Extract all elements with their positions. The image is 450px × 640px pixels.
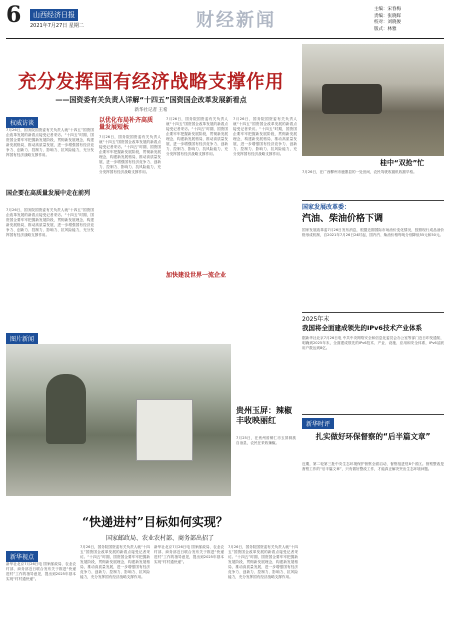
editor-credits <box>374 7 444 33</box>
photo-caption-text: 7月26日，在广西柳州市鹿寨县的一处田间，农民驾驶收割机收割早稻。 <box>302 170 417 174</box>
story-text: 国家发展改革委7月26日发布消息，根据近期国际市场油价变化情况，按照现行成品油价格形成机制，自2021年7月26日24时起，国内汽、柴油价格每吨分别降低55元和50元。 <box>302 228 444 237</box>
editor-line: 主编：宋春梅 <box>374 7 401 12</box>
editor-line: 责编：张晓晖 <box>374 13 401 19</box>
lead-subhead: ——国资委有关负责人详解“十四五”国资国企改革发展新看点 <box>55 96 247 104</box>
express-text: 新华社北京7月26日电 国家邮政局、农业农村部、商务部近日联合发布关于推进“快递进村”工作的指导意见，提出到2025年基本实现“村村通快递”。 <box>154 545 224 564</box>
divider <box>302 200 444 201</box>
divider <box>302 312 444 313</box>
lead-byline: 新华社记者 王希 <box>134 108 168 113</box>
story-text: 据新华社北京7月26日电 中共中央网络安全和信息化委员会办公室等部门近日印发通知，明确到2025年末，全面建成领先的IPv6技术、产业、设施、应用和安全体系，IPv6活跃用户数达到8亿。 <box>302 336 444 350</box>
editor-line: 校对：刘晓俊 <box>374 20 401 25</box>
story-title: 我国将全面建成领先的IPv6技术产业体系 <box>302 324 422 332</box>
pepper-harvest-photo <box>6 344 231 496</box>
photo-caption-text: 7月25日，在贵州省铜仁市玉屏侗族自治县，农民在采收辣椒。 <box>236 436 296 445</box>
story-kicker: 2025年末 <box>302 316 330 323</box>
column-text: 7月26日，国务院国资委有关负责人就“十四五”国资国企改革发展的新看点接受记者采访。“十四五”时期，国资国企要牢牢把握新发展阶段，贯彻新发展理念，构建新发展格局，推动高质量发展，进一步增强国有经济竞争力、创新力、控制力、影响力、抗风险能力，充分发挥国有经济战略支撑作用。 <box>166 117 228 156</box>
policy-label: 国家发展改革委： <box>302 204 351 211</box>
subsection-title: 以优化布局补齐高质量发展短板 <box>99 117 154 131</box>
farmer-shape <box>46 374 86 444</box>
column-text: 7月26日，国务院国资委有关负责人就“十四五”国资国企改革发展的新看点接受记者采访。“十四五”时期，国资国企要牢牢把握新发展阶段，贯彻新发展理念，构建新发展格局，推动高质量发展，进一步增强国有经济竞争力、创新力、控制力、影响力、抗风险能力，充分发挥国有经济战略支撑作用。 <box>6 208 94 237</box>
issue-date: 2021年7月27日 星期二 <box>30 23 84 29</box>
express-text: 7月26日，国务院国资委有关负责人就“十四五”国资国企改革发展的新看点接受记者采访。“十四五”时期，国资国企要牢牢把握新发展阶段，贯彻新发展理念，构建新发展格局，推动高质量发展，进一步增强国有经济竞争力、创新力、控制力、影响力、抗风险能力，充分发挥国有经济战略支撑作用。 <box>228 545 298 579</box>
review-text: 近期，第二轮第三批中央生态环境保护督察全面启动，督察组进驻8个省区。督察整改是督察工作的“后半篇文章”，只有做好整改工作，才能真正解决突出生态环境问题。 <box>302 462 444 471</box>
picture-news-tag: 图片新闻 <box>6 333 38 344</box>
harvester-shape <box>322 84 382 114</box>
xinhua-review-tag: 新华时评 <box>302 418 334 429</box>
paper-name: 山西经济日报 <box>30 9 78 21</box>
photo-caption-title: 桂中“双抢”忙 <box>380 159 425 167</box>
review-title: 扎实做好环保督察的“后半篇文章” <box>315 432 431 441</box>
section-title: 财经新闻 <box>196 10 276 31</box>
column-text: 7月26日，国务院国资委有关负责人就“十四五”国资国企改革发展的新看点接受记者采访。“十四五”时期，国资国企要牢牢把握新发展阶段，贯彻新发展理念，构建新发展格局，推动高质量发展，进一步增强国有经济竞争力、创新力、控制力、影响力、抗风险能力，充分发挥国有经济战略支撑作用。 <box>99 135 161 174</box>
photo-caption-title: 贵州玉屏：辣椒丰收映丽红 <box>236 406 292 425</box>
express-headline: “快递进村”目标如何实现？ <box>82 515 228 529</box>
express-subtitle: 国家邮政局、农业农村部、商务部出招了 <box>105 535 214 542</box>
editor-line: 版式：林雅 <box>374 26 397 32</box>
column-text: 7月26日，国务院国资委有关负责人就“十四五”国资国企改革发展的新看点接受记者采访。“十四五”时期，国资国企要牢牢把握新发展阶段，贯彻新发展理念，构建新发展格局，推动高质量发展，进一步增强国有经济竞争力、创新力、控制力、影响力、抗风险能力，充分发挥国有经济战略支撑作用。 <box>233 117 297 156</box>
express-text: 新华社北京7月26日电 国家邮政局、农业农村部、商务部近日联合发布关于推进“快递进村”工作的指导意见，提出到2025年基本实现“村村通快递”。 <box>6 562 76 581</box>
crate-shape <box>136 399 193 461</box>
harvest-photo <box>302 44 444 156</box>
subsection-title: 加快建设世界一流企业 <box>166 272 227 279</box>
lead-headline: 充分发挥国有经济战略支撑作用 <box>17 72 284 93</box>
express-text: 7月26日，国务院国资委有关负责人就“十四五”国资国企改革发展的新看点接受记者采访。“十四五”时期，国资国企要牢牢把握新发展阶段，贯彻新发展理念，构建新发展格局，推动高质量发展，进一步增强国有经济竞争力、创新力、控制力、影响力、抗风险能力，充分发挥国有经济战略支撑作用。 <box>80 545 150 579</box>
divider <box>302 414 444 415</box>
subsection-title: 国企要在高质量发展中走在前列 <box>6 190 91 197</box>
xinhua-focus-tag: 新华视点 <box>6 551 38 562</box>
lead-intro-text: 7月26日，国务院国资委有关负责人就“十四五”国资国企改革发展的新看点接受记者采访。“十四五”时期，国资国企要牢牢把握新发展阶段，贯彻新发展理念，构建新发展格局，推动高质量发展，进一步增强国有经济竞争力、创新力、控制力、影响力、抗风险能力，充分发挥国有经济战略支撑作用。 <box>6 128 94 157</box>
story-title: 汽油、柴油价格下调 <box>302 214 384 224</box>
masthead <box>6 4 444 39</box>
page-number: 6 <box>6 2 22 28</box>
column-tag: 权威访谈 <box>6 117 38 128</box>
